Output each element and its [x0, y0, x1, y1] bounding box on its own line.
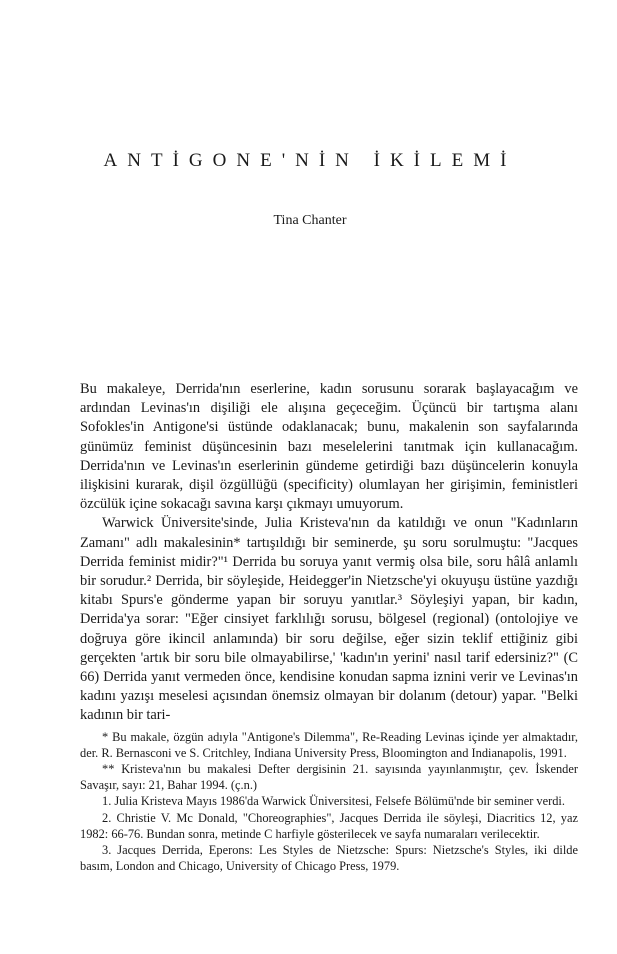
footnote: 1. Julia Kristeva Mayıs 1986'da Warwick Üniversitesi, Felsefe Bölümü'nde bir seminer verdi.: [102, 794, 565, 809]
body-paragraph: Warwick Üniversite'sinde, Julia Kristeva'nın da katıldığı ve onun "Kadınların Zamanı" adlı makalesinin* tartışıldığı bir seminerde, şu soru sorulmuştu: "Jacques Derrida feminist midir?"¹ Derrida bu soruya yanıt vermiş olsa bile, soru hâlâ anlamlı bir sorudur.² Derrida, bir söyleşide, Heidegger'in Nietzsche'yi okuyuşu üstüne yazdığı kitabı Spurs'e gönderme yapan bir soruyu yanıtlar.³ Söyleşiyi yapan, bir kadın, Derrida'ya sorar: "Eğer cinsiyet farklılığı sorusu, bölgesel (regional) (ontolojiye ve doğruya göre ikincil anlamında) bir soru değilse, eğer sizin teklif ettiğiniz gibi gerçekten 'artık bir soru bile olmayabilirse,' 'kadın'ın yerini' nasıl tarif edersiniz?" (C 66) Derrida yanıt vermeden önce, kendisine konudan sapma iznini verir ve Levinas'ın kadını yazışı meselesi açısından önemsiz olmayan bir dolanım (detour) yapar. "Belki kadının bir tari-: [80, 515, 578, 724]
body-paragraph: Bu makaleye, Derrida'nın eserlerine, kadın sorusunu sorarak başlayacağım ve ardından Levinas'ın dişiliği ele alışına geçeceğim. Üçüncü bir tartışma alanı Sofokles'in Antigone'si üstünde odaklanacak; bunu, makalenin son sayfalarında günümüz feminist düşüncesinin bazı meselelerini tanıtmak için kullanacağım. Derrida'nın ve Levinas'ın eserlerinin gündeme getirdiği bazı düşüncelerin konuyla ilişkisini kurarak, dişil özgüllüğü (specificity) olumlayan her girişimin, feministleri özcülük içine sokacağı savına karşı çıkmayı umuyorum.: [80, 381, 578, 513]
footnote: 2. Christie V. Mc Donald, "Choreographies", Jacques Derrida ile söyleşi, Diacritics 12, yaz 1982: 66-76. Bundan sonra, metinde C harfiyle gösterilecek ve sayfa numaraları verilecektir.: [80, 810, 578, 841]
author-name: Tina Chanter: [273, 213, 347, 228]
footnote: ** Kristeva'nın bu makalesi Defter dergisinin 21. sayısında yayınlanmıştır, çev. İskender Savaşır, sayı: 21, Bahar 1994. (ç.n.): [80, 762, 578, 792]
footnote: 3. Jacques Derrida, Eperons: Les Styles de Nietzsche: Spurs: Nietzsche's Styles, iki dilde basım, London and Chicago, University of Chicago Press, 1979.: [80, 843, 578, 873]
footnotes: [80, 730, 578, 875]
footnote: * Bu makale, özgün adıyla "Antigone's Dilemma", Re-Reading Levinas içinde yer almaktadır, der. R. Bernasconi ve S. Critchley, Indiana University Press, Bloomington and Indianapolis, 1991.: [80, 730, 578, 760]
article-title: ANTİGONE'NİN İKİLEMİ: [103, 150, 517, 171]
article-body: [80, 380, 578, 726]
